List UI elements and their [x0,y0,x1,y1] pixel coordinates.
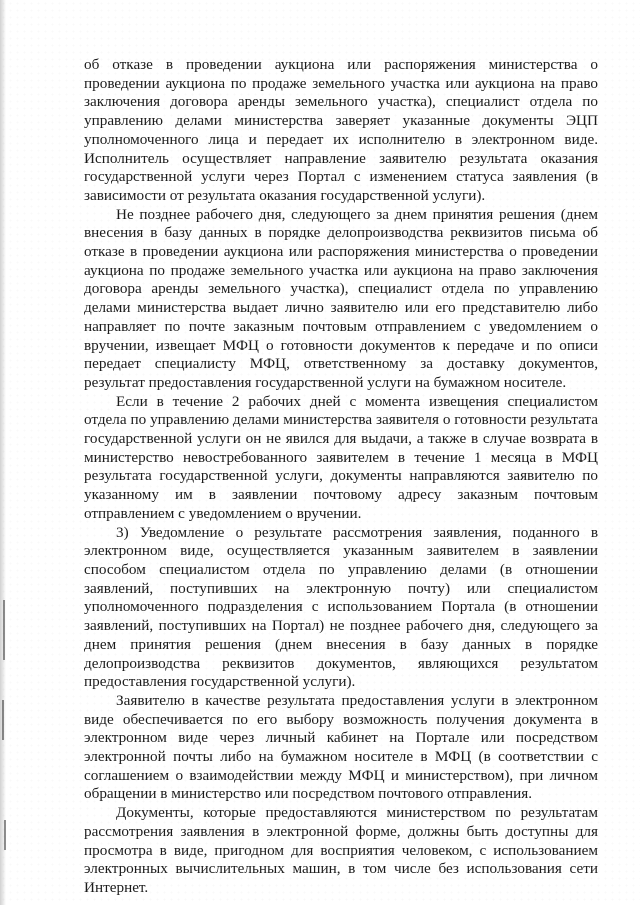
paragraph-continuation: об отказе в проведении аукциона или распоряжения министерства о проведении аукциона по продаже земельного участка или аукциона на право заключения договора аренды земельного участка), специалист отдела по управлению делами министерства заверяет указанные документы ЭЦП уполномоченного лица и передает их исполнителю в электронном виде. Исполнитель осуществляет направление заявителю результата оказания государственной услуги через Портал с изменением статуса заявления (в зависимости от результата оказания государственной услуги). [84,56,598,204]
paragraph-item-3-electronic-notice: 3) Уведомление о результате рассмотрения заявления, поданного в электронном виде, осуществляется указанным заявителем в заявлении способом специалистом отдела по управлению делами (в отношении заявлений, поступивших на электронную почту) или специалистом уполномоченного подразделения с использованием Портала (в отношении заявлений, поступивших на Портал) не позднее рабочего дня, следующего за днем принятия решения (днем внесения в базу данных в порядке делопроизводства реквизитов документов, являющихся результатом предоставления государственной услуги). [84,523,598,691]
scan-margin-mark [4,820,6,850]
paragraph-electronic-documents-access: Документы, которые предоставляются министерством по результатам рассмотрения заявления в электронной форме, должны быть доступны для просмотра в виде, пригодном для восприятия человеком, с использованием электронных вычислительных машин, в том числе без использования сети Интернет. [84,804,598,896]
paragraph-electronic-result-options: Заявителю в качестве результата предоставления услуги в электронном виде обеспечивается по его выбору возможность получения документа в электронном виде через личный кабинет на Портале или посредством электронной почты либо на бумажном носителе в МФЦ (в соответствии с соглашением о взаимодействии между МФЦ и министерством), при личном обращении в министерство или посредством почтового отправления. [84,691,598,803]
document-body [84,56,598,898]
scan-edge-shadow [0,0,6,905]
paragraph-unclaimed-result: Если в течение 2 рабочих дней с момента извещения специалистом отдела по управлению делами министерства заявителя о готовности результата государственной услуги он не явился для выдачи, а также в случае возврата в министерство невостребованного заявителем в течение 1 месяца в МФЦ результата государственной услуги, документы направляются заявителю по указанному им в заявлении почтовому адресу заказным почтовым отправлением с уведомлением о вручении. [84,392,598,522]
paragraph-delivery-deadline: Не позднее рабочего дня, следующего за днем принятия решения (днем внесения в базу данных в порядке делопроизводства реквизитов письма об отказе в проведении аукциона или распоряжения министерства о проведении аукциона по продаже земельного участка или аукциона на право заключения договора аренды земельного участка), специалист отдела по управлению делами министерства выдает лично заявителю или его представителю либо направляет по почте заказным почтовым отправлением с уведомлением о вручении, извещает МФЦ о готовности документов к передаче и по описи передает специалисту МФЦ, ответственному за доставку документов, результат предоставления государственной услуги на бумажном носителе. [84,205,598,391]
scan-margin-mark [3,600,5,660]
scan-margin-mark [2,700,4,740]
